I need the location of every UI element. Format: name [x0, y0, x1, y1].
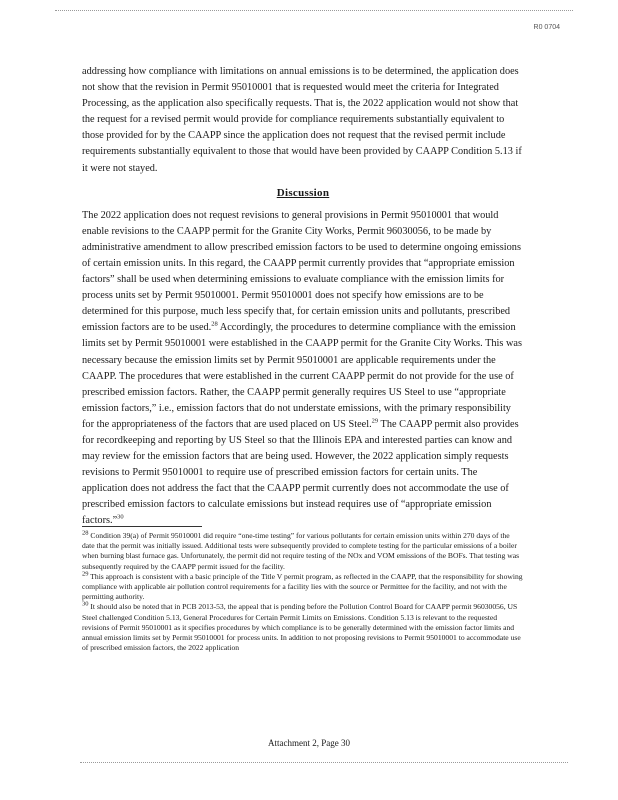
page-footer: Attachment 2, Page 30: [268, 738, 350, 748]
footnote-ref-30: 30: [117, 514, 124, 522]
footnote-ref-28: 28: [211, 320, 218, 328]
discussion-text-part-3: The CAAPP permit also provides for recordkeeping and reporting by US Steel so that the Illinois EPA and interested parties can know and may review for the emission factors that are being used. However, the 2022 application simply requests revisions to Permit 95010001 to require use of prescribed emission factors for certain units. The application does not address the fact that the CAAPP permit currently does not accommodate the use of prescribed emission factors to calculate emissions but instead requires use of “appropriate emission factors.”: [82, 418, 519, 527]
footnote-mark: 29: [82, 570, 89, 578]
bottom-dotted-border: [80, 762, 568, 763]
footnote-item: [82, 531, 524, 572]
discussion-text-part-1: The 2022 application does not request revisions to general provisions in Permit 95010001 that would enable revisions to the CAAPP permit for the Granite City Works, Permit 96030056, to be made by administrative amendment to allow prescribed emission factors to be used to determine ongoing emissions of certain emission units. In this regard, the CAAPP permit currently provides that “appropriate emission factors” shall be used when determining emissions to evaluate compliance with the emission limits for process units set by Permit 95010001. Permit 95010001 does not specify how emissions are to be determined for this purpose, much less specify that, for certain emission units and pollutants, prescribed emission factors are to be used.: [82, 209, 521, 334]
footnote-item: [82, 602, 524, 653]
section-heading: Discussion: [276, 186, 330, 199]
footnote-text: This approach is consistent with a basic principle of the Title V permit program, as reflected in the CAAPP, that the responsibility for showing compliance with applicable air pollution control requirements for a facility lies with the source or Permittee for the facility, and not with the permitting authority.: [82, 571, 523, 602]
footnote-mark: 30: [82, 600, 89, 608]
intro-paragraph: addressing how compliance with limitations on annual emissions is to be determined, the application does not show that the revision in Permit 95010001 that is requested would meet the criteria for Integrated Processing, as the application also specifically requests. That is, the 2022 application would not show that the request for a revised permit would provide for compliance requirements substantially equivalent to those provided for by the CAAPP since the application does not request that the revised permit include requirements substantially equivalent to those that would have been provided by CAAPP Condition 5.13 if it were not stayed.: [82, 66, 522, 174]
discussion-paragraph: [82, 208, 524, 530]
footnote-separator: [82, 526, 202, 527]
footnote-ref-29: 29: [371, 417, 379, 425]
discussion-text-part-2: Accordingly, the procedures to determine compliance with the emission limits set by Permit 95010001 were established in the CAAPP permit for the Granite City Works. This was necessary because the emission limits set by Permit 95010001 are applicable requirements under the CAAPP. The procedures that were established in the current CAAPP permit do not provide for the use of prescribed emission factors. Rather, the CAAPP permit generally requires US Steel to use “appropriate emission factors,” i.e., emission factors that do not understate emissions, with the primary responsibility for the appropriateness of the factors that are used placed on US Steel.: [82, 322, 522, 430]
footnote-text: Condition 39(a) of Permit 95010001 did require “one-time testing” for various pollutants for certain emission units within 270 days of the date that the permit was initially issued. Additional tests were subsequently provided to complete testing for the particular emissions of a boiler when burning blast furnace gas. Unfortunately, the permit did not require testing of the NOx and VOM emissions of the BOFs. That testing was subsequently required by the CAAPP permit issued for the facility.: [82, 531, 520, 571]
footnote-mark: 28: [82, 529, 89, 537]
footnote-text: It should also be noted that in PCB 2013-53, the appeal that is pending before the Pollution Control Board for CAAPP permit 96030056, US Steel challenged Condition 5.13, General Procedures for Certain Permit Limits on Emissions. Condition 5.13 is relevant to the requested revisions of Permit 95010001 as it specifies procedures by which compliance is to be generally determined with the emission factor limits and annual emission limits set by Permit 95010001 for process units. In addition to not proposing revisions to Permit 95010001 to accommodate use of prescribed emission factors, the 2022 application: [82, 602, 521, 653]
page-id: R0 0704: [533, 24, 560, 31]
footnotes: [82, 531, 524, 653]
body-text: [82, 64, 524, 530]
top-dotted-border: [55, 10, 573, 11]
footnote-item: [82, 572, 524, 603]
